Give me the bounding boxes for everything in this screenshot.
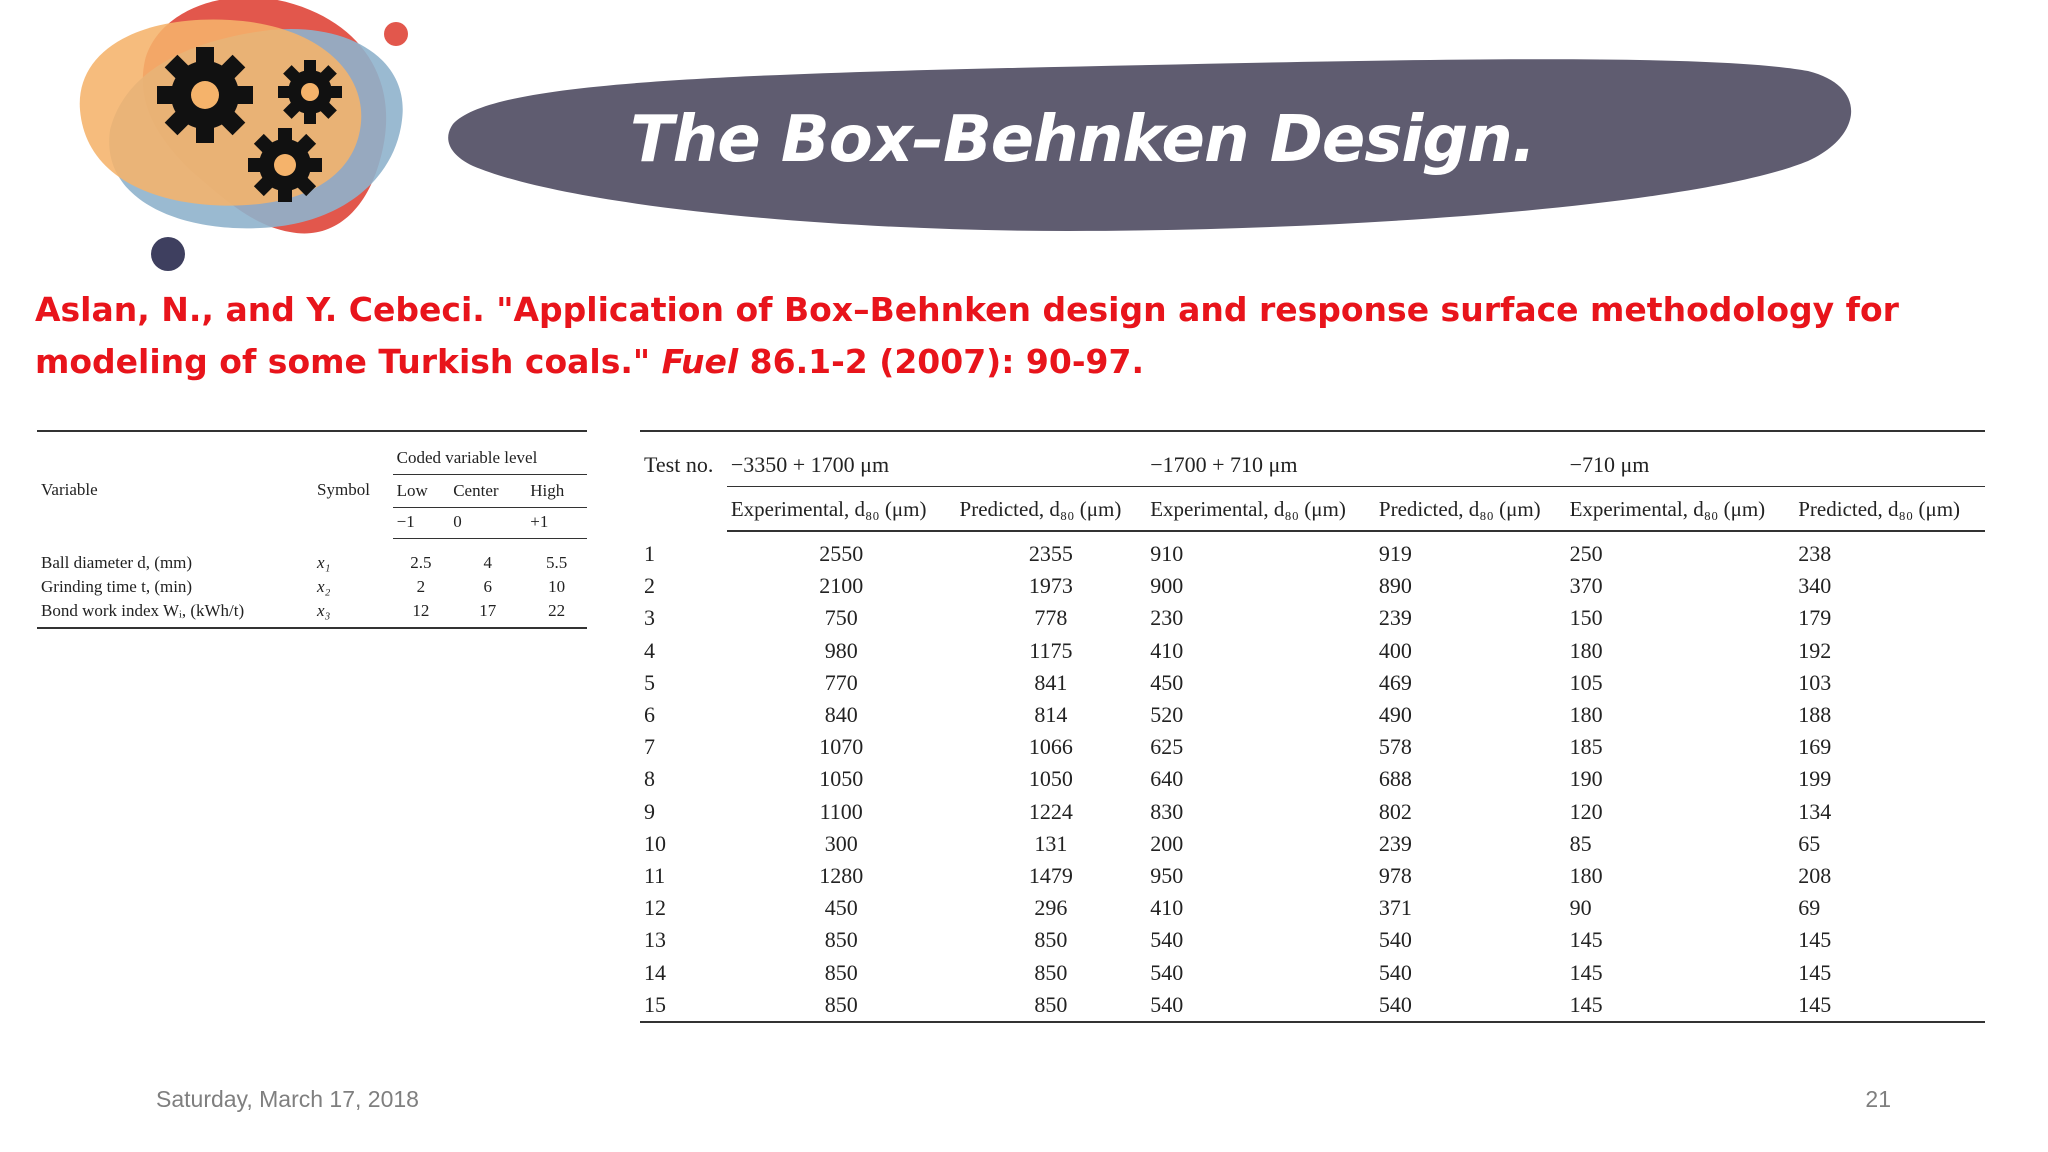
col-group-fine: −710 μm bbox=[1566, 431, 1985, 487]
table-row bbox=[640, 699, 1985, 731]
cell-no: 13 bbox=[644, 927, 666, 953]
cell-p3: 65 bbox=[1798, 830, 1821, 856]
cell-p1: 814 bbox=[1034, 702, 1068, 728]
cell-e3: 105 bbox=[1569, 669, 1603, 695]
cell-no: 7 bbox=[644, 734, 655, 760]
cell-e3: 145 bbox=[1566, 989, 1795, 1022]
cell-p2: 578 bbox=[1378, 734, 1412, 760]
table-row bbox=[37, 599, 587, 628]
cell-p3: 134 bbox=[1798, 798, 1832, 824]
cell-e1: 1280 bbox=[819, 862, 864, 888]
table-row bbox=[640, 635, 1985, 667]
cell-low: 2 bbox=[416, 577, 426, 596]
table-row bbox=[640, 892, 1985, 924]
citation-journal: Fuel bbox=[661, 342, 739, 381]
cell-no: 1 bbox=[644, 540, 655, 566]
cell-low: 2.5 bbox=[410, 553, 432, 572]
cell-symbol: x₃ bbox=[313, 599, 393, 628]
cell-e1: 980 bbox=[824, 637, 858, 663]
cell-e2: 200 bbox=[1150, 830, 1184, 856]
blob-dot-navy bbox=[151, 237, 185, 271]
cell-e2: 625 bbox=[1150, 734, 1184, 760]
cell-e1: 1100 bbox=[819, 798, 863, 824]
cell-e2: 450 bbox=[1150, 669, 1184, 695]
cell-p1: 1050 bbox=[1028, 766, 1073, 792]
citation-volume: 86.1-2 (2007): 90-97. bbox=[749, 342, 1145, 381]
cell-p2: 919 bbox=[1378, 541, 1412, 567]
cell-e1: 2100 bbox=[819, 573, 864, 599]
cell-no: 6 bbox=[644, 702, 655, 728]
col-experimental: Experimental, d₈₀ (μm) bbox=[1566, 487, 1795, 532]
cell-center: 6 bbox=[483, 577, 492, 596]
cell-e2: 230 bbox=[1150, 605, 1184, 631]
cell-p2: 490 bbox=[1378, 702, 1412, 728]
col-high: High bbox=[526, 475, 587, 508]
cell-p1: 2355 bbox=[1028, 541, 1073, 567]
cell-e2: 640 bbox=[1150, 766, 1184, 792]
cell-no: 14 bbox=[644, 959, 666, 985]
cell-p3: 145 bbox=[1798, 959, 1832, 985]
cell-no: 5 bbox=[644, 669, 655, 695]
cell-e1: 850 bbox=[824, 959, 858, 985]
col-low-code: −1 bbox=[393, 508, 450, 539]
col-high-code: +1 bbox=[526, 508, 587, 539]
cell-e3: 180 bbox=[1569, 862, 1603, 888]
cell-e2: 410 bbox=[1150, 637, 1184, 663]
blob-dot-red bbox=[384, 22, 408, 46]
cell-p1: 296 bbox=[1034, 895, 1068, 921]
cell-e1: 770 bbox=[824, 669, 858, 695]
col-group-coarse: −3350 + 1700 μm bbox=[727, 431, 1146, 487]
cell-p1: 1973 bbox=[1028, 573, 1073, 599]
cell-e1: 850 bbox=[727, 989, 956, 1022]
cell-high: 10 bbox=[548, 577, 566, 596]
cell-no: 3 bbox=[644, 605, 655, 631]
cell-e3: 185 bbox=[1569, 734, 1603, 760]
cell-variable: Ball diameter d, (mm) bbox=[41, 552, 193, 572]
table-row bbox=[37, 575, 587, 599]
table-row bbox=[640, 956, 1985, 988]
cell-p1: 850 bbox=[956, 989, 1147, 1022]
col-symbol: Symbol bbox=[313, 431, 393, 539]
col-experimental: Experimental, d₈₀ (μm) bbox=[727, 487, 956, 532]
table-row bbox=[640, 531, 1985, 570]
cell-p1: 1224 bbox=[1028, 798, 1073, 824]
col-test-no: Test no. bbox=[640, 431, 727, 531]
cell-p3: 199 bbox=[1798, 766, 1832, 792]
cell-e2: 900 bbox=[1150, 573, 1184, 599]
cell-center: 4 bbox=[483, 553, 492, 572]
cell-e3: 250 bbox=[1569, 541, 1603, 567]
cell-p2: 469 bbox=[1378, 669, 1412, 695]
cell-p3: 188 bbox=[1798, 702, 1832, 728]
col-predicted: Predicted, d₈₀ (μm) bbox=[1375, 487, 1566, 532]
cell-high: 22 bbox=[526, 599, 587, 628]
cell-p3: 169 bbox=[1798, 734, 1832, 760]
col-center: Center bbox=[449, 475, 526, 508]
cell-p2: 540 bbox=[1375, 989, 1566, 1022]
col-predicted: Predicted, d₈₀ (μm) bbox=[956, 487, 1147, 532]
cell-p1: 841 bbox=[1034, 669, 1068, 695]
cell-no: 8 bbox=[644, 766, 655, 792]
footer-date: Saturday, March 17, 2018 bbox=[156, 1086, 419, 1112]
cell-no: 15 bbox=[640, 989, 727, 1022]
table-row bbox=[640, 860, 1985, 892]
table-row bbox=[640, 989, 1985, 1022]
cell-p1: 850 bbox=[1034, 959, 1068, 985]
cell-p2: 371 bbox=[1378, 895, 1412, 921]
table-row bbox=[640, 796, 1985, 828]
cell-e3: 180 bbox=[1569, 702, 1603, 728]
cell-p1: 778 bbox=[1034, 605, 1068, 631]
cell-variable: Grinding time t, (min) bbox=[41, 577, 193, 596]
cell-e3: 145 bbox=[1569, 959, 1603, 985]
cell-p2: 239 bbox=[1378, 830, 1412, 856]
cell-p3: 145 bbox=[1798, 927, 1832, 953]
results-table bbox=[640, 430, 1985, 1023]
cell-p3: 238 bbox=[1798, 541, 1832, 567]
cell-p3: 192 bbox=[1798, 637, 1832, 663]
cell-e1: 850 bbox=[824, 927, 858, 953]
cell-symbol: x₂ bbox=[317, 577, 331, 596]
cell-center: 17 bbox=[449, 599, 526, 628]
cell-e3: 150 bbox=[1569, 605, 1603, 631]
results-table-image bbox=[640, 430, 1985, 1023]
cell-no: 2 bbox=[644, 573, 655, 599]
cell-p3: 69 bbox=[1798, 895, 1821, 921]
table-row bbox=[640, 667, 1985, 699]
cell-e2: 540 bbox=[1150, 927, 1184, 953]
cell-variable: Bond work index Wᵢ, (kWh/t) bbox=[37, 599, 313, 628]
cell-e1: 750 bbox=[824, 605, 858, 631]
col-center-code: 0 bbox=[449, 508, 526, 539]
slide-title: The Box–Behnken Design. bbox=[630, 103, 1536, 177]
cell-low: 12 bbox=[393, 599, 450, 628]
cell-p1: 1066 bbox=[1028, 734, 1073, 760]
cell-e3: 370 bbox=[1569, 573, 1603, 599]
cell-p3: 179 bbox=[1798, 605, 1832, 631]
col-low: Low bbox=[393, 475, 450, 508]
cell-p2: 688 bbox=[1378, 766, 1412, 792]
cell-e3: 120 bbox=[1569, 798, 1603, 824]
cell-e3: 145 bbox=[1569, 927, 1603, 953]
col-variable: Variable bbox=[37, 431, 313, 539]
cell-p2: 978 bbox=[1378, 862, 1412, 888]
cell-p3: 103 bbox=[1798, 669, 1832, 695]
cell-p2: 239 bbox=[1378, 605, 1412, 631]
cell-no: 10 bbox=[644, 830, 666, 856]
cell-no: 12 bbox=[644, 895, 666, 921]
col-group-medium: −1700 + 710 μm bbox=[1146, 431, 1565, 487]
cell-e3: 180 bbox=[1569, 637, 1603, 663]
table-row bbox=[640, 570, 1985, 602]
cell-p2: 890 bbox=[1378, 573, 1412, 599]
cell-e1: 1070 bbox=[819, 734, 864, 760]
cell-symbol: x₁ bbox=[317, 552, 331, 572]
table-row bbox=[37, 539, 587, 576]
cell-high: 5.5 bbox=[546, 553, 568, 572]
col-coded-level: Coded variable level bbox=[393, 431, 587, 475]
cell-e2: 540 bbox=[1146, 989, 1375, 1022]
cell-e2: 410 bbox=[1150, 895, 1184, 921]
col-predicted: Predicted, d₈₀ (μm) bbox=[1794, 487, 1985, 532]
cell-p3: 145 bbox=[1794, 989, 1985, 1022]
cell-e3: 85 bbox=[1569, 830, 1592, 856]
table-row bbox=[640, 828, 1985, 860]
table-row bbox=[640, 924, 1985, 956]
cell-p2: 400 bbox=[1378, 637, 1412, 663]
col-experimental: Experimental, d₈₀ (μm) bbox=[1146, 487, 1375, 532]
cell-e3: 90 bbox=[1569, 895, 1592, 921]
cell-no: 9 bbox=[644, 798, 655, 824]
table-row bbox=[640, 763, 1985, 795]
cell-e2: 830 bbox=[1150, 798, 1184, 824]
cell-p3: 208 bbox=[1798, 862, 1832, 888]
cell-p1: 1479 bbox=[1028, 862, 1073, 888]
cell-e2: 910 bbox=[1150, 541, 1184, 567]
cell-p2: 540 bbox=[1378, 959, 1412, 985]
cell-e1: 300 bbox=[824, 830, 858, 856]
cell-e2: 950 bbox=[1150, 862, 1184, 888]
cell-e3: 190 bbox=[1569, 766, 1603, 792]
cell-p3: 340 bbox=[1798, 573, 1832, 599]
cell-p1: 850 bbox=[1034, 927, 1068, 953]
cell-p1: 131 bbox=[1034, 830, 1068, 856]
citation bbox=[35, 284, 2025, 388]
cell-p2: 802 bbox=[1378, 798, 1412, 824]
cell-e1: 2550 bbox=[819, 541, 864, 567]
variables-table-image bbox=[37, 430, 587, 629]
cell-e1: 1050 bbox=[819, 766, 864, 792]
cell-p2: 540 bbox=[1378, 927, 1412, 953]
cell-e2: 540 bbox=[1150, 959, 1184, 985]
slide-number: 21 bbox=[1865, 1086, 1891, 1112]
variables-table bbox=[37, 430, 587, 629]
cell-e2: 520 bbox=[1150, 702, 1184, 728]
citation-text: Aslan, N., and Y. Cebeci. "Application of Box–Behnken design and response surface methodology for modeling of some Turkish coals." bbox=[35, 290, 1899, 381]
table-row bbox=[640, 731, 1985, 763]
cell-e1: 840 bbox=[824, 702, 858, 728]
cell-e1: 450 bbox=[824, 895, 858, 921]
cell-no: 4 bbox=[644, 637, 655, 663]
table-row bbox=[640, 602, 1985, 634]
cell-no: 11 bbox=[644, 862, 666, 888]
cell-p1: 1175 bbox=[1029, 637, 1073, 663]
gears-decoration bbox=[70, 0, 420, 280]
